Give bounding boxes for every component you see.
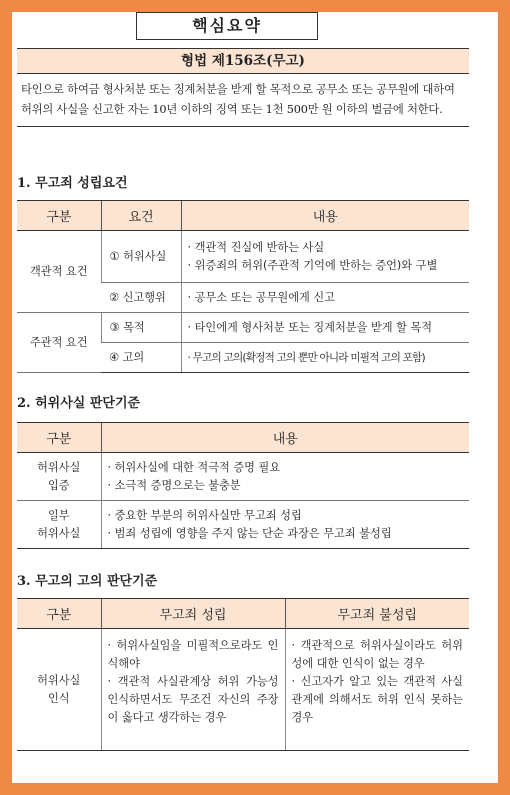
list-item: · 중요한 부분의 허위사실만 무고죄 성립 bbox=[108, 507, 464, 525]
requirements-table bbox=[17, 200, 469, 373]
list-item: · 범죄 성립에 영향을 주지 않는 단순 과장은 무고죄 불성립 bbox=[108, 525, 464, 543]
law-body: 타인으로 하여금 형사처분 또는 징계처분을 받게 할 목적으로 공무소 또는 공무원에 대하여 허위의 사실을 신고한 자는 10년 이하의 징역 또는 1천 500만 원 이하의 벌금에 처한다. bbox=[17, 74, 469, 127]
table-row bbox=[17, 629, 469, 751]
requirement-cell: ④ 고의 bbox=[101, 343, 181, 373]
table-header-row bbox=[17, 599, 469, 629]
list-item: · 허위사실임을 미필적으로라도 인식해야 bbox=[108, 637, 279, 673]
section2-title: 2. 허위사실 판단기준 bbox=[17, 396, 141, 411]
header-category: 구분 bbox=[17, 599, 101, 629]
list-item: · 객관적 사실관계상 허위 가능성 인식하면서도 무조건 자신의 주장이 옳다고 생각하는 경우 bbox=[108, 673, 279, 727]
header-established: 무고죄 성립 bbox=[101, 599, 285, 629]
header-category: 구분 bbox=[17, 423, 101, 453]
category-cell: 주관적 요건 bbox=[17, 313, 101, 373]
table-row bbox=[17, 231, 469, 283]
header-not-established: 무고죄 불성립 bbox=[285, 599, 469, 629]
false-fact-table bbox=[17, 422, 469, 549]
list-item: · 객관적으로 허위사실이라도 허위성에 대한 인식이 없는 경우 bbox=[292, 637, 464, 673]
requirement-cell: ③ 목적 bbox=[101, 313, 181, 343]
table-header-row bbox=[17, 201, 469, 231]
intent-table bbox=[17, 598, 469, 751]
list-item: · 허위사실에 대한 적극적 증명 필요 bbox=[108, 459, 464, 477]
requirement-cell: ① 허위사실 bbox=[101, 231, 181, 283]
category-cell: 허위사실 인식 bbox=[17, 629, 101, 751]
header-category: 구분 bbox=[17, 201, 101, 231]
content-cell bbox=[181, 343, 469, 373]
content-cell bbox=[181, 313, 469, 343]
established-cell bbox=[101, 629, 285, 751]
header-content: 내용 bbox=[181, 201, 469, 231]
content-cell bbox=[181, 283, 469, 313]
content-cell bbox=[101, 453, 469, 501]
category-cell: 일부 허위사실 bbox=[17, 501, 101, 549]
list-item: · 무고의 고의(확정적 고의 뿐만 아니라 미필적 고의 포함) bbox=[188, 349, 464, 367]
content-cell bbox=[101, 501, 469, 549]
table-header-row bbox=[17, 423, 469, 453]
not-established-cell bbox=[285, 629, 469, 751]
section1-title: 1. 무고죄 성립요건 bbox=[17, 176, 128, 191]
header-content: 내용 bbox=[101, 423, 469, 453]
header-requirement: 요건 bbox=[101, 201, 181, 231]
law-header: 형법 제156조(무고) bbox=[17, 48, 469, 74]
category-cell: 허위사실 입증 bbox=[17, 453, 101, 501]
table-row bbox=[17, 453, 469, 501]
list-item: · 소극적 증명으로는 불충분 bbox=[108, 477, 464, 495]
list-item: · 신고자가 알고 있는 객관적 사실관계에 의해서도 허위 인식 못하는 경우 bbox=[292, 673, 464, 727]
list-item: · 객관적 진실에 반하는 사실 bbox=[188, 239, 464, 257]
content-cell bbox=[181, 231, 469, 283]
list-item: · 타인에게 형사처분 또는 징계처분을 받게 할 목적 bbox=[188, 319, 464, 337]
list-item: · 위증죄의 허위(주관적 기억에 반하는 증언)와 구별 bbox=[188, 257, 464, 275]
table-row bbox=[17, 501, 469, 549]
table-row bbox=[17, 313, 469, 343]
list-item: · 공무소 또는 공무원에게 신고 bbox=[188, 289, 464, 307]
section3-title: 3. 무고의 고의 판단기준 bbox=[17, 574, 158, 589]
category-cell: 객관적 요건 bbox=[17, 231, 101, 313]
summary-title: 핵심요약 bbox=[136, 12, 318, 40]
requirement-cell: ② 신고행위 bbox=[101, 283, 181, 313]
law-box bbox=[17, 48, 469, 127]
